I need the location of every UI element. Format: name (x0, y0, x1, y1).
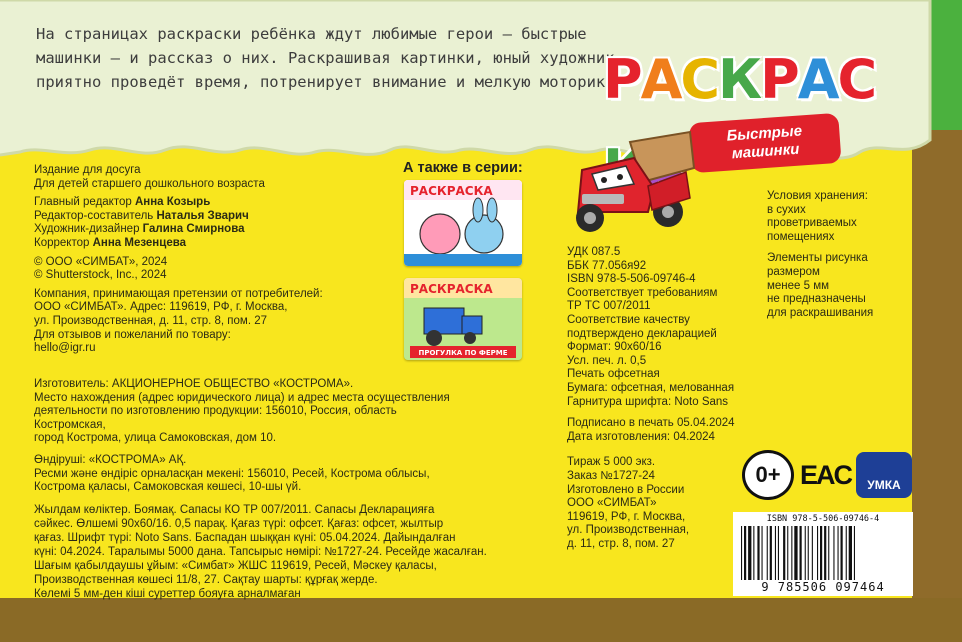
biblio-line: Соответствие качеству (567, 313, 690, 326)
email-line: hello@igr.ru (34, 342, 96, 355)
barcode-bar (744, 526, 746, 580)
series-heading: А также в серии: (403, 160, 523, 176)
corrector-name: Анна Мезенцева (92, 236, 187, 249)
barcode-bar (805, 526, 806, 580)
kz-line: күні: 04.2024. Таралымы 5000 дана. Тапсырыс нөмірі: №1727-24. Ресейде жасалған. (34, 546, 487, 558)
compiler-name: Наталья Зварич (156, 209, 249, 222)
barcode-bar (757, 526, 759, 580)
umka-logo: УМКА (856, 452, 912, 498)
kz-line: Производственная көшесі 11/8, 27. Сақтау шарты: құрғақ жерде. (34, 574, 378, 586)
corrector-line (34, 237, 394, 251)
barcode-bar (753, 526, 754, 580)
barcode-bar (767, 526, 768, 580)
manufacturer-kz-line: Өндіруші: «КОСТРОМА» АҚ. (34, 453, 187, 466)
barcode-bar (748, 526, 751, 580)
barcode-bar (791, 526, 792, 580)
biblio-line: подтверждено декларацией (567, 327, 717, 340)
logo-letter: Р (760, 48, 798, 111)
manufacturer-kz-line: Ресми және өндіріс орналасқан мекені: 156010, Ресей, Кострома облысы, (34, 467, 430, 480)
manufacturer-line: деятельности по изготовлению продукции: 156010, Россия, область Костромская, (34, 405, 397, 431)
kz-line: Көлемі 5 мм-ден кіші суреттер бояуға арналмаған (34, 588, 301, 600)
barcode-bar (828, 526, 829, 580)
barcode-bar (762, 526, 763, 580)
barcode-bar (787, 526, 788, 580)
barcode-bar (833, 526, 834, 580)
storage-line: проветриваемых (767, 217, 857, 230)
age-rating-badge: 0+ (742, 450, 794, 500)
storage-line: помещениях (767, 230, 835, 243)
claims-line: Для отзывов и пожеланий по товару: (34, 328, 231, 341)
designer-label: Художник-дизайнер (34, 223, 143, 236)
copyright-line: © Shutterstock, Inc., 2024 (34, 269, 167, 282)
bibliographic-info (567, 246, 767, 551)
designer-line (34, 223, 394, 237)
logo-subtitle-badge (688, 113, 841, 173)
biblio-line: Усл. печ. л. 0,5 (567, 354, 647, 367)
biblio-line: Формат: 90х60/16 (567, 341, 662, 354)
subtitle-line1: Быстрые (726, 122, 803, 145)
barcode-bar (854, 526, 855, 580)
barcode-bar (794, 526, 797, 580)
barcode-bar (849, 526, 852, 580)
manufacturer-line: Изготовитель: АКЦИОНЕРНОЕ ОБЩЕСТВО «КОСТРОМА». (34, 378, 354, 390)
cover2-title: РАСКРАСКА (410, 282, 493, 296)
biblio-line: Заказ №1727-24 (567, 469, 655, 482)
logo-word (603, 35, 893, 125)
barcode-isbn: ISBN 978-5-506-09746-4 (766, 514, 880, 524)
eac-mark: EAC (800, 460, 852, 490)
barcode-bar (783, 526, 785, 580)
biblio-line: ООО «СИМБАТ» (567, 497, 657, 510)
biblio-line: Изготовлено в России (567, 483, 685, 496)
logo-letter: Р (603, 48, 641, 111)
cover1-title: РАСКРАСКА (410, 184, 493, 198)
intro-text: На страницах раскраски ребёнка ждут любимые герои — быстрые машинки — и рассказ о них. Раскрашивая картинки, юный художник приятно проведёт время, потренирует внимание и мелкую моторику. (36, 25, 624, 91)
warning-line: не предназначены (767, 293, 866, 306)
biblio-line: Печать офсетная (567, 368, 660, 381)
biblio-line: Бумага: офсетная, мелованная (567, 381, 735, 394)
biblio-line: Гарнитура шрифта: Noto Sans (567, 395, 729, 408)
logo-letter: С (680, 48, 719, 111)
barcode-bar (770, 526, 772, 580)
barcode-bar (820, 526, 822, 580)
corrector-label: Корректор (34, 236, 93, 249)
editor-line (34, 196, 394, 210)
warning-line: менее 5 мм (767, 279, 830, 292)
compiler-label: Редактор-составитель (34, 209, 157, 222)
kz-line: Жылдам көліктер. Боямақ. Сапасы КО ТР 007/2011. Сапасы Декларацияға (34, 504, 435, 516)
logo-letter: С (837, 48, 876, 111)
biblio-line: УДК 087.5 (567, 246, 621, 258)
storage-line: Условия хранения: (767, 190, 868, 202)
biblio-line: Подписано в печать 05.04.2024 (567, 417, 735, 430)
barcode-bar (808, 526, 809, 580)
warning-line: для раскрашивания (767, 306, 874, 319)
logo-letter: К (718, 48, 761, 111)
barcode-bar (841, 526, 843, 580)
editor-label: Главный редактор (34, 196, 135, 209)
barcode-bar (838, 526, 839, 580)
barcode-bar (812, 526, 813, 580)
compiler-line (34, 210, 394, 224)
subtitle-line2: машинки (731, 140, 800, 163)
isbn-barcode (733, 512, 913, 596)
series-cover-2 (404, 278, 522, 360)
warning-line: Элементы рисунка (767, 252, 868, 265)
biblio-line: ТР ТС 007/2011 (567, 300, 651, 313)
logo-letter: А (640, 48, 681, 111)
barcode-bar (824, 526, 826, 580)
storage-info (767, 190, 907, 320)
biblio-line: д. 11, стр. 8, пом. 27 (567, 537, 675, 550)
barcode-bar (741, 526, 742, 580)
kz-line: Шағым қабылдаушы ұйым: «Симбат» ЖШС 119619, Ресей, Мәскеу қаласы, (34, 560, 437, 572)
claims-line: ООО «СИМБАТ». Адрес: 119619, РФ, г. Москва, (34, 301, 288, 314)
designer-name: Галина Смирнова (142, 223, 245, 236)
manufacturer-line: город Кострома, улица Самоковская, дом 10. (34, 432, 277, 445)
barcode-bar (778, 526, 779, 580)
barcode-bar (800, 526, 802, 580)
publisher-info (34, 164, 394, 356)
biblio-line: ISBN 978-5-506-09746-4 (567, 273, 696, 286)
storage-line: в сухих (767, 203, 806, 216)
biblio-line: Тираж 5 000 экз. (567, 456, 656, 469)
manufacturer-info (34, 378, 454, 495)
tire-track-right (912, 130, 962, 642)
info-line: Издание для досуга (34, 164, 141, 176)
kz-line: сәйкес. Өлшемі 90х60/16. 0,5 парақ. Қағаз түрі: офсет. Қағаз: офсет, жылтыр (34, 518, 444, 530)
biblio-line: Дата изготовления: 04.2024 (567, 430, 715, 443)
cover2-art (404, 278, 522, 360)
barcode-bars (741, 526, 907, 580)
tire-track-bottom (0, 598, 962, 642)
biblio-line: ул. Производственная, (567, 524, 690, 537)
barcode-bar (846, 526, 847, 580)
biblio-line: Соответствует требованиям (567, 286, 718, 299)
manufacturer-kz-line: Кострома қаласы, Самоковская көшесі, 10-шы үй. (34, 481, 302, 494)
series-cover-1 (404, 180, 522, 266)
cover2-subtitle: ПРОГУЛКА ПО ФЕРМЕ (418, 349, 508, 357)
barcode-ean: 9 785506 097464 (761, 580, 885, 594)
claims-line: ул. Производственная, д. 11, стр. 8, пом. 27 (34, 314, 268, 327)
kz-line: қағаз. Шрифт түрі: Noto Sans. Баспадан шыққан күні: 05.04.2024. Дайындалған (34, 532, 456, 544)
manufacturer-line: Место нахождения (адрес юридического лица) и адрес места осуществления (34, 391, 450, 404)
cover1-art (404, 180, 522, 266)
truck-illustration (568, 128, 698, 238)
editor-name: Анна Козырь (134, 196, 211, 209)
claims-line: Компания, принимающая претензии от потребителей: (34, 287, 323, 300)
biblio-line: ББК 77.056я92 (567, 259, 647, 272)
logo-letter: А (797, 48, 838, 111)
warning-line: размером (767, 265, 820, 278)
barcode-bar (817, 526, 818, 580)
biblio-line: 119619, РФ, г. Москва, (567, 510, 686, 523)
barcode-bar (775, 526, 776, 580)
kazakh-info (34, 503, 554, 601)
copyright-line: © ООО «СИМБАТ», 2024 (34, 255, 168, 268)
info-line: Для детей старшего дошкольного возраста (34, 177, 265, 190)
